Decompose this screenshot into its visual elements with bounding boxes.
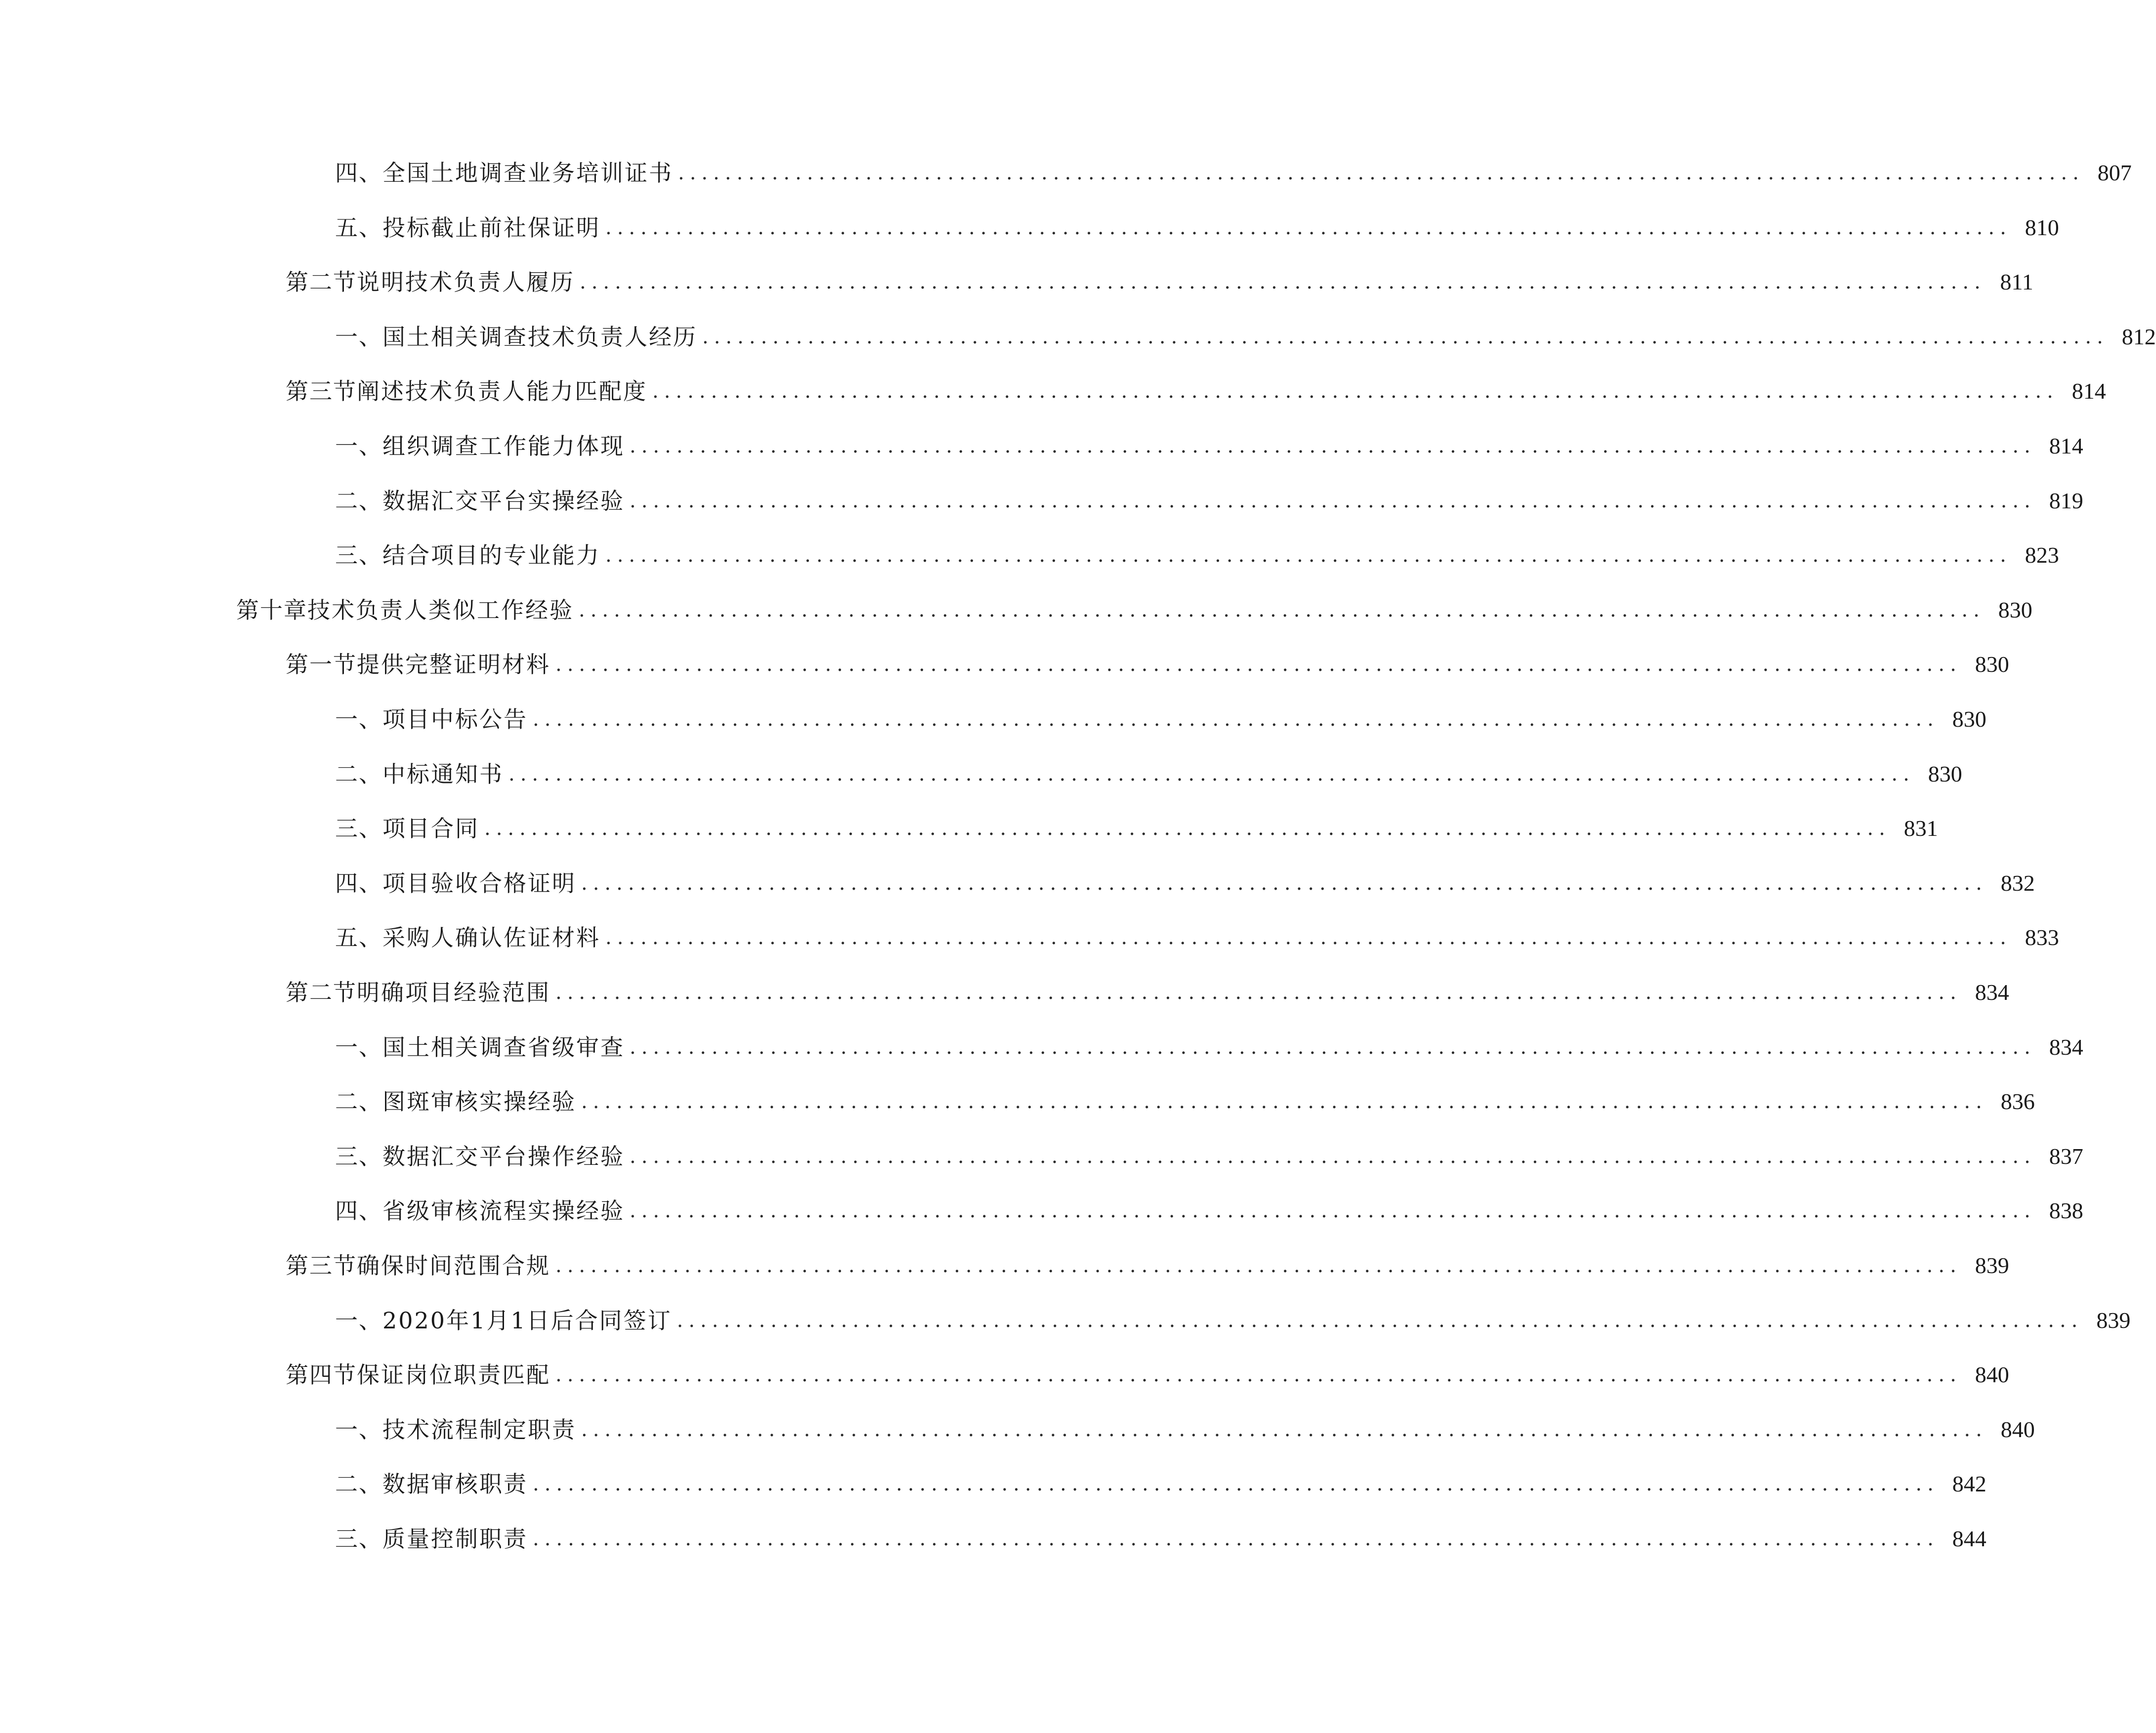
toc-entry-number: 四、: [335, 870, 382, 897]
dot-leader: ........................................................................................................................: [605, 544, 2012, 567]
dot-leader: ........................................................................................................................: [702, 326, 2109, 348]
dot-leader: ........................................................................................................................: [533, 1527, 1939, 1550]
toc-entry-title: 明确项目经验范围: [357, 979, 550, 1006]
toc-entry-item[interactable]: [335, 1028, 2083, 1067]
toc-entry-page-number: 839: [1975, 1253, 2009, 1278]
toc-entry-item[interactable]: [335, 426, 2083, 466]
toc-entry-item[interactable]: [335, 1191, 2083, 1231]
toc-entry-number: 第三节: [286, 1252, 357, 1279]
toc-entry-page-number: 834: [2049, 1034, 2083, 1060]
dot-leader: ........................................................................................................................: [533, 708, 1939, 731]
toc-entry-item[interactable]: [335, 481, 2083, 521]
toc-entry-page-number: 842: [1952, 1471, 1987, 1496]
toc-entry-number: 四、: [335, 1197, 382, 1224]
toc-entry-page-number: 838: [2049, 1198, 2083, 1223]
toc-entry-item[interactable]: [335, 1519, 1987, 1559]
dot-leader: ........................................................................................................................: [605, 216, 2012, 239]
toc-entry-title: 投标截止前社保证明: [382, 214, 600, 241]
toc-entry-page-number: 839: [2096, 1308, 2131, 1333]
toc-entry-page-number: 830: [1998, 597, 2032, 622]
dot-leader: ........................................................................................................................: [630, 490, 2036, 512]
toc-entry-item[interactable]: [335, 700, 1987, 739]
toc-entry-title: 结合项目的专业能力: [382, 542, 600, 569]
dot-leader: ........................................................................................................................: [555, 653, 1962, 676]
toc-entry-section[interactable]: [286, 1355, 2009, 1395]
toc-entry-title: 国土相关调查省级审查: [382, 1034, 625, 1061]
dot-leader: ........................................................................................................................: [555, 1363, 1962, 1386]
toc-entry-number: 第二节: [286, 269, 357, 295]
dot-leader: ........................................................................................................................: [652, 380, 2059, 403]
dot-leader: ........................................................................................................................: [630, 435, 2036, 457]
toc-entry-section[interactable]: [286, 1246, 2009, 1285]
toc-entry-item[interactable]: [335, 208, 2059, 248]
toc-entry-title: 确保时间范围合规: [357, 1252, 550, 1279]
toc-entry-title: 全国土地调查业务培训证书: [382, 160, 673, 186]
dot-leader: ........................................................................................................................: [555, 981, 1962, 1004]
toc-entry-item[interactable]: [335, 1082, 2035, 1121]
toc-entry-page-number: 831: [1903, 816, 1938, 841]
toc-entry-page-number: 823: [2025, 542, 2059, 568]
toc-entry-title: 数据汇交平台实操经验: [382, 488, 625, 514]
toc-entry-item[interactable]: [335, 1137, 2083, 1176]
toc-entry-section[interactable]: [286, 262, 2033, 302]
dot-leader: ........................................................................................................................: [581, 1418, 1987, 1441]
dot-leader: ........................................................................................................................: [630, 1036, 2036, 1059]
toc-entry-page-number: 830: [1975, 652, 2009, 677]
dot-leader: ........................................................................................................................: [581, 1090, 1987, 1113]
dot-leader: ........................................................................................................................: [605, 926, 2012, 949]
toc-entry-title: 技术负责人类似工作经验: [307, 597, 574, 623]
toc-entry-item[interactable]: [335, 1464, 1987, 1504]
toc-entry-number: 第十章: [236, 597, 307, 623]
toc-entry-title: 国土相关调查技术负责人经历: [382, 324, 697, 350]
dot-leader: ........................................................................................................................: [676, 1309, 2083, 1332]
toc-entry-title: 说明技术负责人履历: [357, 269, 575, 295]
toc-entry-page-number: 807: [2097, 160, 2132, 185]
toc-entry-number: 一、: [335, 324, 382, 350]
toc-entry-item[interactable]: [335, 918, 2059, 957]
dot-leader: ........................................................................................................................: [579, 599, 1985, 621]
toc-entry-number: 五、: [335, 214, 382, 241]
toc-entry-number: 一、: [335, 1416, 382, 1443]
toc-entry-number: 三、: [335, 815, 382, 842]
toc-entry-page-number: 830: [1952, 706, 1987, 732]
toc-entry-item[interactable]: [335, 317, 2156, 357]
toc-entry-number: 一、: [335, 1034, 382, 1061]
toc-entry-number: 一、: [335, 1307, 382, 1334]
toc-entry-page-number: 832: [2000, 870, 2035, 896]
toc-entry-title: 中标通知书: [382, 761, 504, 787]
toc-entry-number: 第二节: [286, 979, 357, 1006]
toc-entry-page-number: 836: [2000, 1089, 2035, 1114]
dot-leader: ........................................................................................................................: [580, 271, 1986, 293]
toc-entry-page-number: 830: [1928, 761, 1962, 786]
toc-entry-number: 二、: [335, 761, 382, 787]
toc-entry-number: 二、: [335, 488, 382, 514]
toc-entry-title: 项目合同: [382, 815, 479, 842]
dot-leader: ........................................................................................................................: [555, 1254, 1962, 1277]
toc-entry-page-number: 834: [1975, 980, 2009, 1005]
toc-entry-title: 技术流程制定职责: [382, 1416, 576, 1443]
toc-entry-number: 三、: [335, 1526, 382, 1552]
dot-leader: ........................................................................................................................: [484, 817, 1891, 840]
toc-entry-number: 第一节: [286, 651, 357, 678]
dot-leader: ........................................................................................................................: [630, 1199, 2036, 1222]
toc-entry-page-number: 837: [2049, 1144, 2083, 1169]
toc-entry-page-number: 844: [1952, 1526, 1987, 1551]
toc-entry-section[interactable]: [286, 645, 2009, 684]
toc-entry-title: 省级审核流程实操经验: [382, 1197, 625, 1224]
toc-entry-number: 一、: [335, 433, 382, 459]
toc-entry-title: 数据汇交平台操作经验: [382, 1143, 625, 1170]
toc-entry-title: 项目验收合格证明: [382, 870, 576, 897]
toc-entry-number: 一、: [335, 706, 382, 733]
toc-entry-page-number: 812: [2121, 324, 2156, 349]
toc-entry-title: 组织调查工作能力体现: [382, 433, 625, 459]
toc-entry-item[interactable]: [335, 153, 2132, 193]
dot-leader: ........................................................................................................................: [581, 872, 1987, 895]
toc-entry-title: 数据审核职责: [382, 1471, 528, 1497]
toc-entry-page-number: 833: [2025, 925, 2059, 950]
toc-entry-number: 第三节: [286, 378, 357, 405]
toc-entry-item[interactable]: [335, 809, 1938, 848]
toc-entry-item[interactable]: [335, 754, 1962, 794]
toc-entry-number: 二、: [335, 1088, 382, 1115]
toc-entry-number: 三、: [335, 542, 382, 569]
toc-entry-title: 阐述技术负责人能力匹配度: [357, 378, 647, 405]
toc-entry-title: 图斑审核实操经验: [382, 1088, 576, 1115]
toc-entry-title: 2020年1月1日后合同签订: [382, 1307, 672, 1334]
toc-entry-section[interactable]: [286, 371, 2106, 411]
toc-entry-title: 质量控制职责: [382, 1526, 528, 1552]
toc-entry-number: 四、: [335, 160, 382, 186]
toc-entry-page-number: 810: [2025, 215, 2059, 240]
toc-entry-chapter[interactable]: [236, 590, 2032, 630]
toc-entry-title: 保证岗位职责匹配: [357, 1362, 550, 1388]
toc-entry-title: 项目中标公告: [382, 706, 528, 733]
toc-entry-item[interactable]: [335, 1410, 2035, 1449]
dot-leader: ........................................................................................................................: [678, 162, 2084, 184]
toc-entry-number: 三、: [335, 1143, 382, 1170]
toc-entry-number: 五、: [335, 924, 382, 951]
toc-entry-page-number: 840: [2000, 1417, 2035, 1442]
toc-entry-page-number: 840: [1975, 1362, 2009, 1387]
toc-entry-item[interactable]: [335, 864, 2035, 903]
toc-entry-page-number: 814: [2071, 378, 2106, 404]
toc-entry-item[interactable]: [335, 1301, 2131, 1340]
toc-entry-page-number: 814: [2049, 433, 2083, 458]
toc-entry-number: 第四节: [286, 1362, 357, 1388]
toc-entry-section[interactable]: [286, 973, 2009, 1012]
dot-leader: ........................................................................................................................: [533, 1473, 1939, 1495]
dot-leader: ........................................................................................................................: [630, 1145, 2036, 1168]
toc-entry-title: 提供完整证明材料: [357, 651, 550, 678]
toc-entry-number: 二、: [335, 1471, 382, 1497]
toc-entry-title: 采购人确认佐证材料: [382, 924, 600, 951]
toc-entry-item[interactable]: [335, 536, 2059, 575]
toc-entry-page-number: 811: [2000, 269, 2033, 294]
toc-entry-page-number: 819: [2049, 488, 2083, 513]
dot-leader: ........................................................................................................................: [508, 763, 1915, 785]
